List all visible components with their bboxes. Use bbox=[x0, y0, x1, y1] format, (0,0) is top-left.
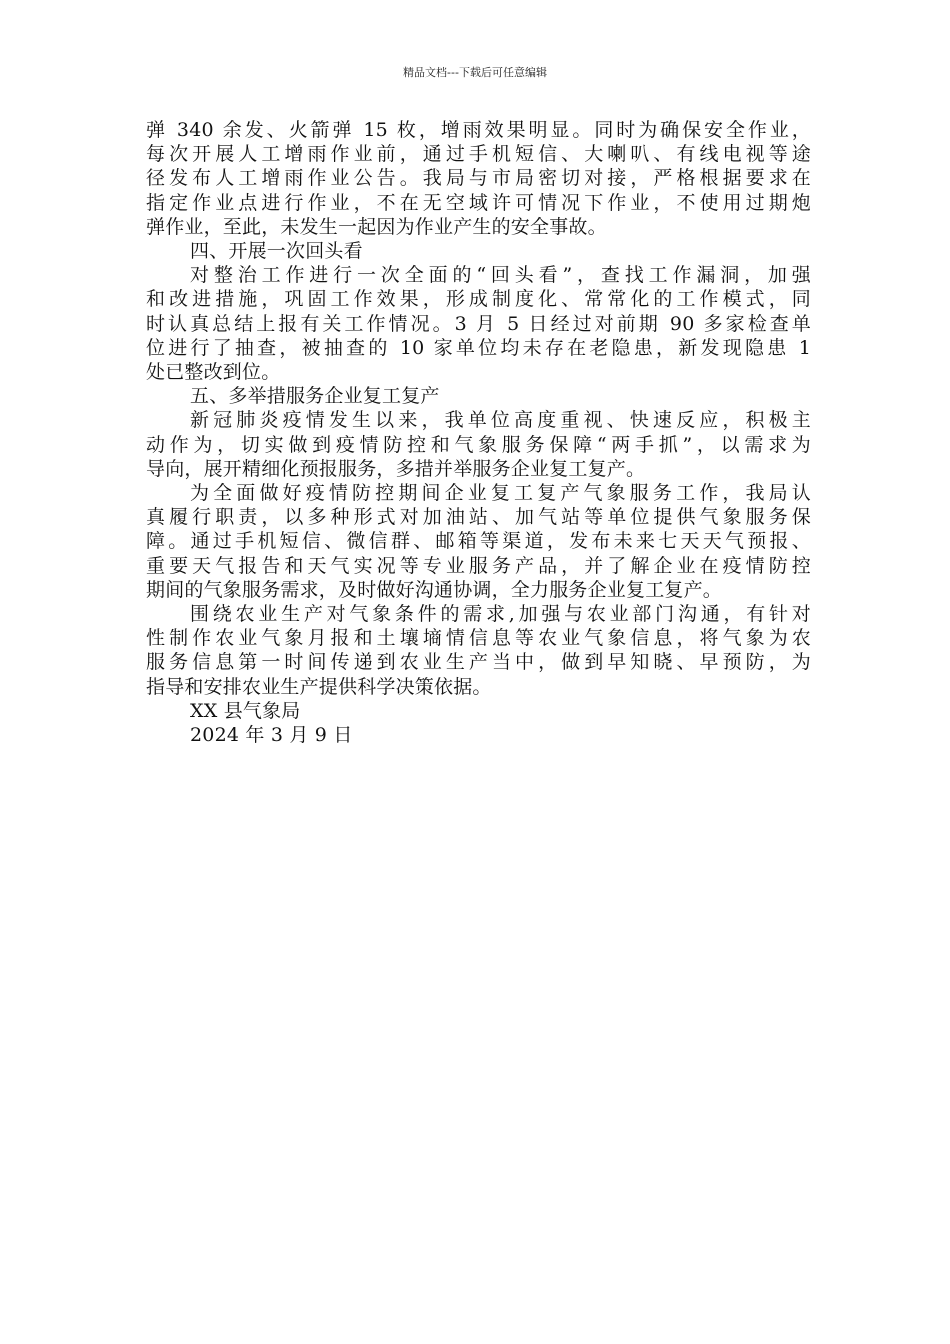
signature-date bbox=[146, 723, 811, 747]
text-line: 新冠肺炎疫情发生以来，我单位高度重视、快速反应，积极主 bbox=[190, 409, 811, 432]
text-line: 弹作业，至此，未发生一起因为作业产生的安全事故。 bbox=[146, 215, 607, 238]
page-header: 精品文档---下载后可任意编辑 bbox=[403, 66, 547, 79]
text-line: 径发布人工增雨作业公告。我局与市局密切对接，严格根据要求在 bbox=[146, 167, 811, 190]
paragraph-rain-enhancement bbox=[146, 118, 811, 239]
text-line: 位进行了抽查，被抽查的 10 家单位均未存在老隐患，新发现隐患 1 bbox=[146, 336, 811, 359]
text-line: 性制作农业气象月报和土壤墒情信息等农业气象信息，将气象为农 bbox=[146, 627, 811, 650]
text-line: 障。通过手机短信、微信群、邮箱等渠道，发布未来七天天气预报、 bbox=[146, 530, 811, 553]
text-line: 每次开展人工增雨作业前，通过手机短信、大喇叭、有线电视等途 bbox=[146, 143, 811, 166]
paragraph-review bbox=[146, 263, 811, 384]
signature-organization bbox=[146, 699, 811, 723]
paragraph-service bbox=[146, 481, 811, 602]
text-line: 弹 340 余发、火箭弹 15 枚，增雨效果明显。同时为确保安全作业， bbox=[146, 119, 811, 141]
text-line: 真履行职责，以多种形式对加油站、加气站等单位提供气象服务保 bbox=[146, 506, 811, 529]
text-line: 五、多举措服务企业复工复产 bbox=[190, 385, 440, 408]
text-line: 对整治工作进行一次全面的“回头看”，查找工作漏洞，加强 bbox=[190, 264, 811, 287]
text-line: XX 县气象局 bbox=[190, 699, 301, 722]
text-line: 和改进措施，巩固工作效果，形成制度化、常常化的工作模式，同 bbox=[146, 288, 811, 311]
text-line: 重要天气报告和天气实况等专业服务产品，并了解企业在疫情防控 bbox=[146, 554, 811, 577]
text-line: 期间的气象服务需求，及时做好沟通协调，全力服务企业复工复产。 bbox=[146, 578, 723, 601]
text-line: 为全面做好疫情防控期间企业复工复产气象服务工作，我局认 bbox=[190, 482, 811, 505]
section-heading-enterprise bbox=[146, 384, 811, 408]
text-line: 服务信息第一时间传递到农业生产当中，做到早知晓、早预防，为 bbox=[146, 651, 811, 674]
text-line: 2024 年 3 月 9 日 bbox=[190, 724, 353, 747]
paragraph-epidemic bbox=[146, 408, 811, 481]
paragraph-agriculture bbox=[146, 602, 811, 699]
text-line: 时认真总结上报有关工作情况。3 月 5 日经过对前期 90 多家检查单 bbox=[146, 312, 811, 335]
text-line: 围绕农业生产对气象条件的需求,加强与农业部门沟通，有针对 bbox=[190, 603, 811, 626]
text-line: 指定作业点进行作业，不在无空域许可情况下作业，不使用过期炮 bbox=[146, 191, 811, 214]
text-line: 四、开展一次回头看 bbox=[190, 240, 363, 263]
text-line: 导向，展开精细化预报服务，多措并举服务企业复工复产。 bbox=[146, 457, 646, 480]
text-line: 动作为，切实做到疫情防控和气象服务保障“两手抓”，以需求为 bbox=[146, 433, 811, 456]
section-heading-review bbox=[146, 239, 811, 263]
document-body bbox=[146, 118, 811, 747]
text-line: 指导和安排农业生产提供科学决策依据。 bbox=[146, 675, 492, 698]
text-line: 处已整改到位。 bbox=[146, 361, 281, 384]
